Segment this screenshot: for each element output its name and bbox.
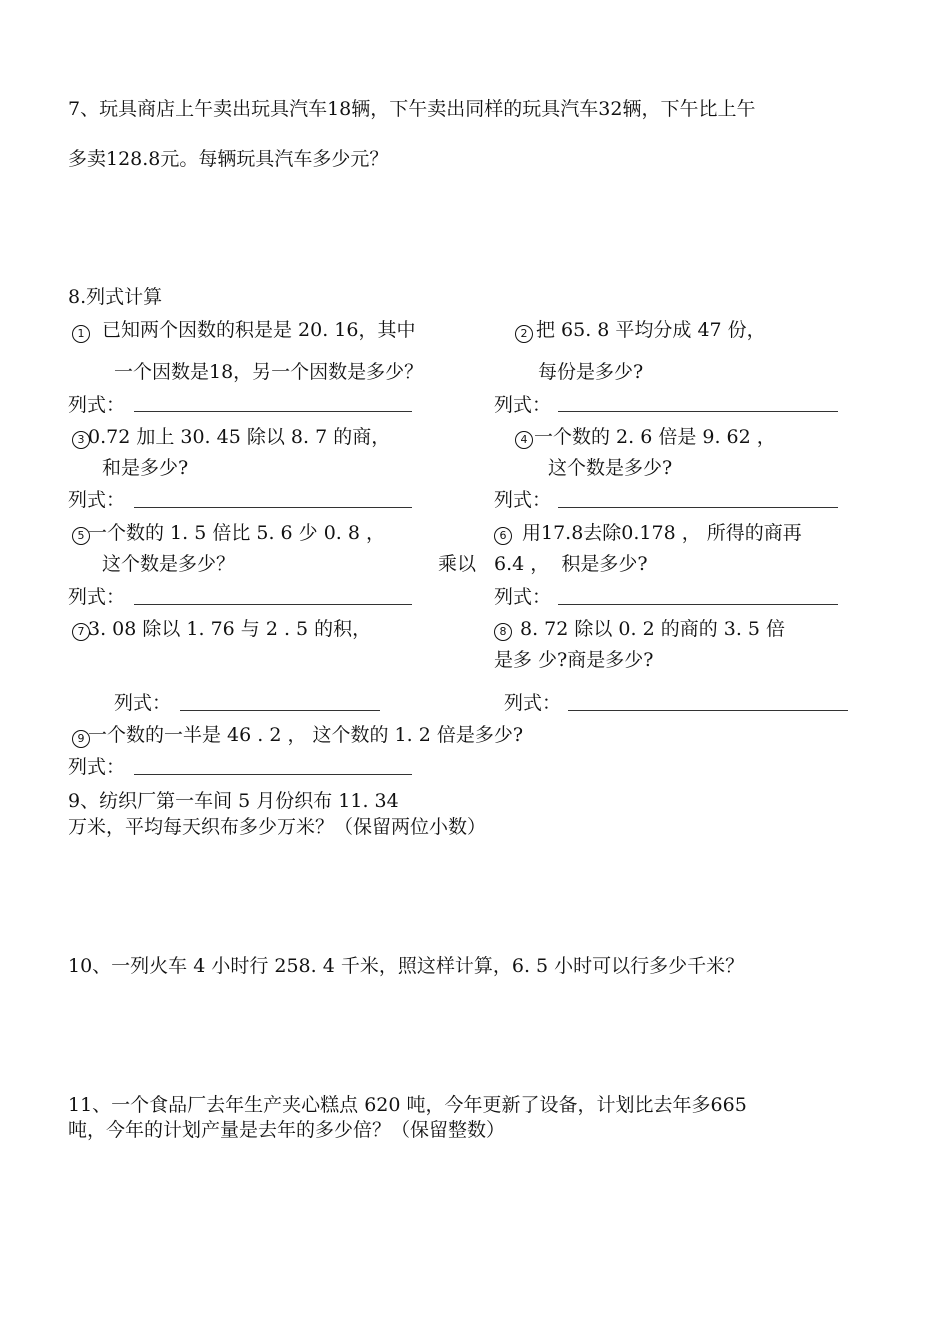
q7-line1: 7、玩具商店上午卖出玩具汽车18辆，下午卖出同样的玩具汽车32辆，下午比上午 <box>68 98 756 120</box>
circle-number-5: 5 <box>72 527 90 545</box>
answer-label: 列式： <box>494 394 552 416</box>
answer-label: 列式： <box>494 489 552 511</box>
circle-number-9: 9 <box>72 730 90 748</box>
q9-line1: 9、纺织厂第一车间 5 月份织布 11. 34 <box>68 790 399 812</box>
q8-item3-line1: 0.72 加上 30. 45 除以 8. 7 的商， <box>88 426 391 448</box>
q7-line2: 多卖128.8元。每辆玩具汽车多少元？ <box>68 148 389 170</box>
q8-item6-line1: 用17.8去除0.178 ， 所得的商再 <box>522 522 802 544</box>
answer-label: 列式： <box>68 756 126 778</box>
circle-number-6: 6 <box>494 527 512 545</box>
circle-number-2: 2 <box>515 325 533 343</box>
q8-item3-line2: 和是多少? <box>102 457 189 479</box>
circle-number-8: 8 <box>494 623 512 641</box>
q8-item1-line2: 一个因数是18，另一个因数是多少？ <box>114 361 424 383</box>
answer-blank[interactable] <box>134 604 412 605</box>
answer-blank[interactable] <box>568 710 848 711</box>
answer-blank[interactable] <box>558 604 838 605</box>
q8-item2-line2: 每份是多少? <box>538 361 644 383</box>
circle-number-7: 7 <box>72 623 90 641</box>
q8-item5-line1: 一个数的 1. 5 倍比 5. 6 少 0. 8 ， <box>88 522 386 544</box>
q9-line2: 万米，平均每天织布多少万米？（保留两位小数） <box>68 816 487 838</box>
circle-number-3: 3 <box>72 431 90 449</box>
q8-item4-line1: 一个数的 2. 6 倍是 9. 62 ， <box>534 426 776 448</box>
answer-label: 列式： <box>68 586 126 608</box>
q8-item1-line1: 已知两个因数的积是是 20. 16，其中 <box>102 319 416 341</box>
q8-item8-line2: 是多 少?商是多少? <box>494 649 654 671</box>
answer-blank[interactable] <box>134 774 412 775</box>
q8-item6-line2-prefix: 乘以 <box>438 553 477 575</box>
q8-item7-line1: 3. 08 除以 1. 76 与 2 . 5 的积， <box>88 618 372 640</box>
q8-item9-line1: 一个数的一半是 46 . 2 ， 这个数的 1. 2 倍是多少? <box>88 724 524 746</box>
answer-blank[interactable] <box>558 507 838 508</box>
q8-item5-line2: 这个数是多少？ <box>102 553 236 575</box>
q10-line1: 10、一列火车 4 小时行 258. 4 千米，照这样计算，6. 5 小时可以行多少千米？ <box>68 955 745 977</box>
q8-item2-line1: 把 65. 8 平均分成 47 份， <box>536 319 766 341</box>
q8-item8-line1: 8. 72 除以 0. 2 的商的 3. 5 倍 <box>520 618 786 640</box>
q8-title: 8.列式计算 <box>68 286 163 308</box>
answer-label: 列式： <box>68 489 126 511</box>
q8-item6-line2: 6.4 ， 积是多少? <box>494 553 648 575</box>
answer-blank[interactable] <box>134 411 412 412</box>
q11-line1: 11、一个食品厂去年生产夹心糕点 620 吨，今年更新了设备，计划比去年多665 <box>68 1094 747 1116</box>
circle-number-4: 4 <box>515 431 533 449</box>
answer-blank[interactable] <box>180 710 380 711</box>
answer-label: 列式： <box>504 692 562 714</box>
answer-blank[interactable] <box>558 411 838 412</box>
answer-blank[interactable] <box>134 507 412 508</box>
circle-number-1: 1 <box>72 325 90 343</box>
q11-line2: 吨，今年的计划产量是去年的多少倍？（保留整数） <box>68 1119 506 1141</box>
answer-label: 列式： <box>114 692 172 714</box>
answer-label: 列式： <box>494 586 552 608</box>
answer-label: 列式： <box>68 394 126 416</box>
q8-item4-line2: 这个数是多少? <box>548 457 673 479</box>
